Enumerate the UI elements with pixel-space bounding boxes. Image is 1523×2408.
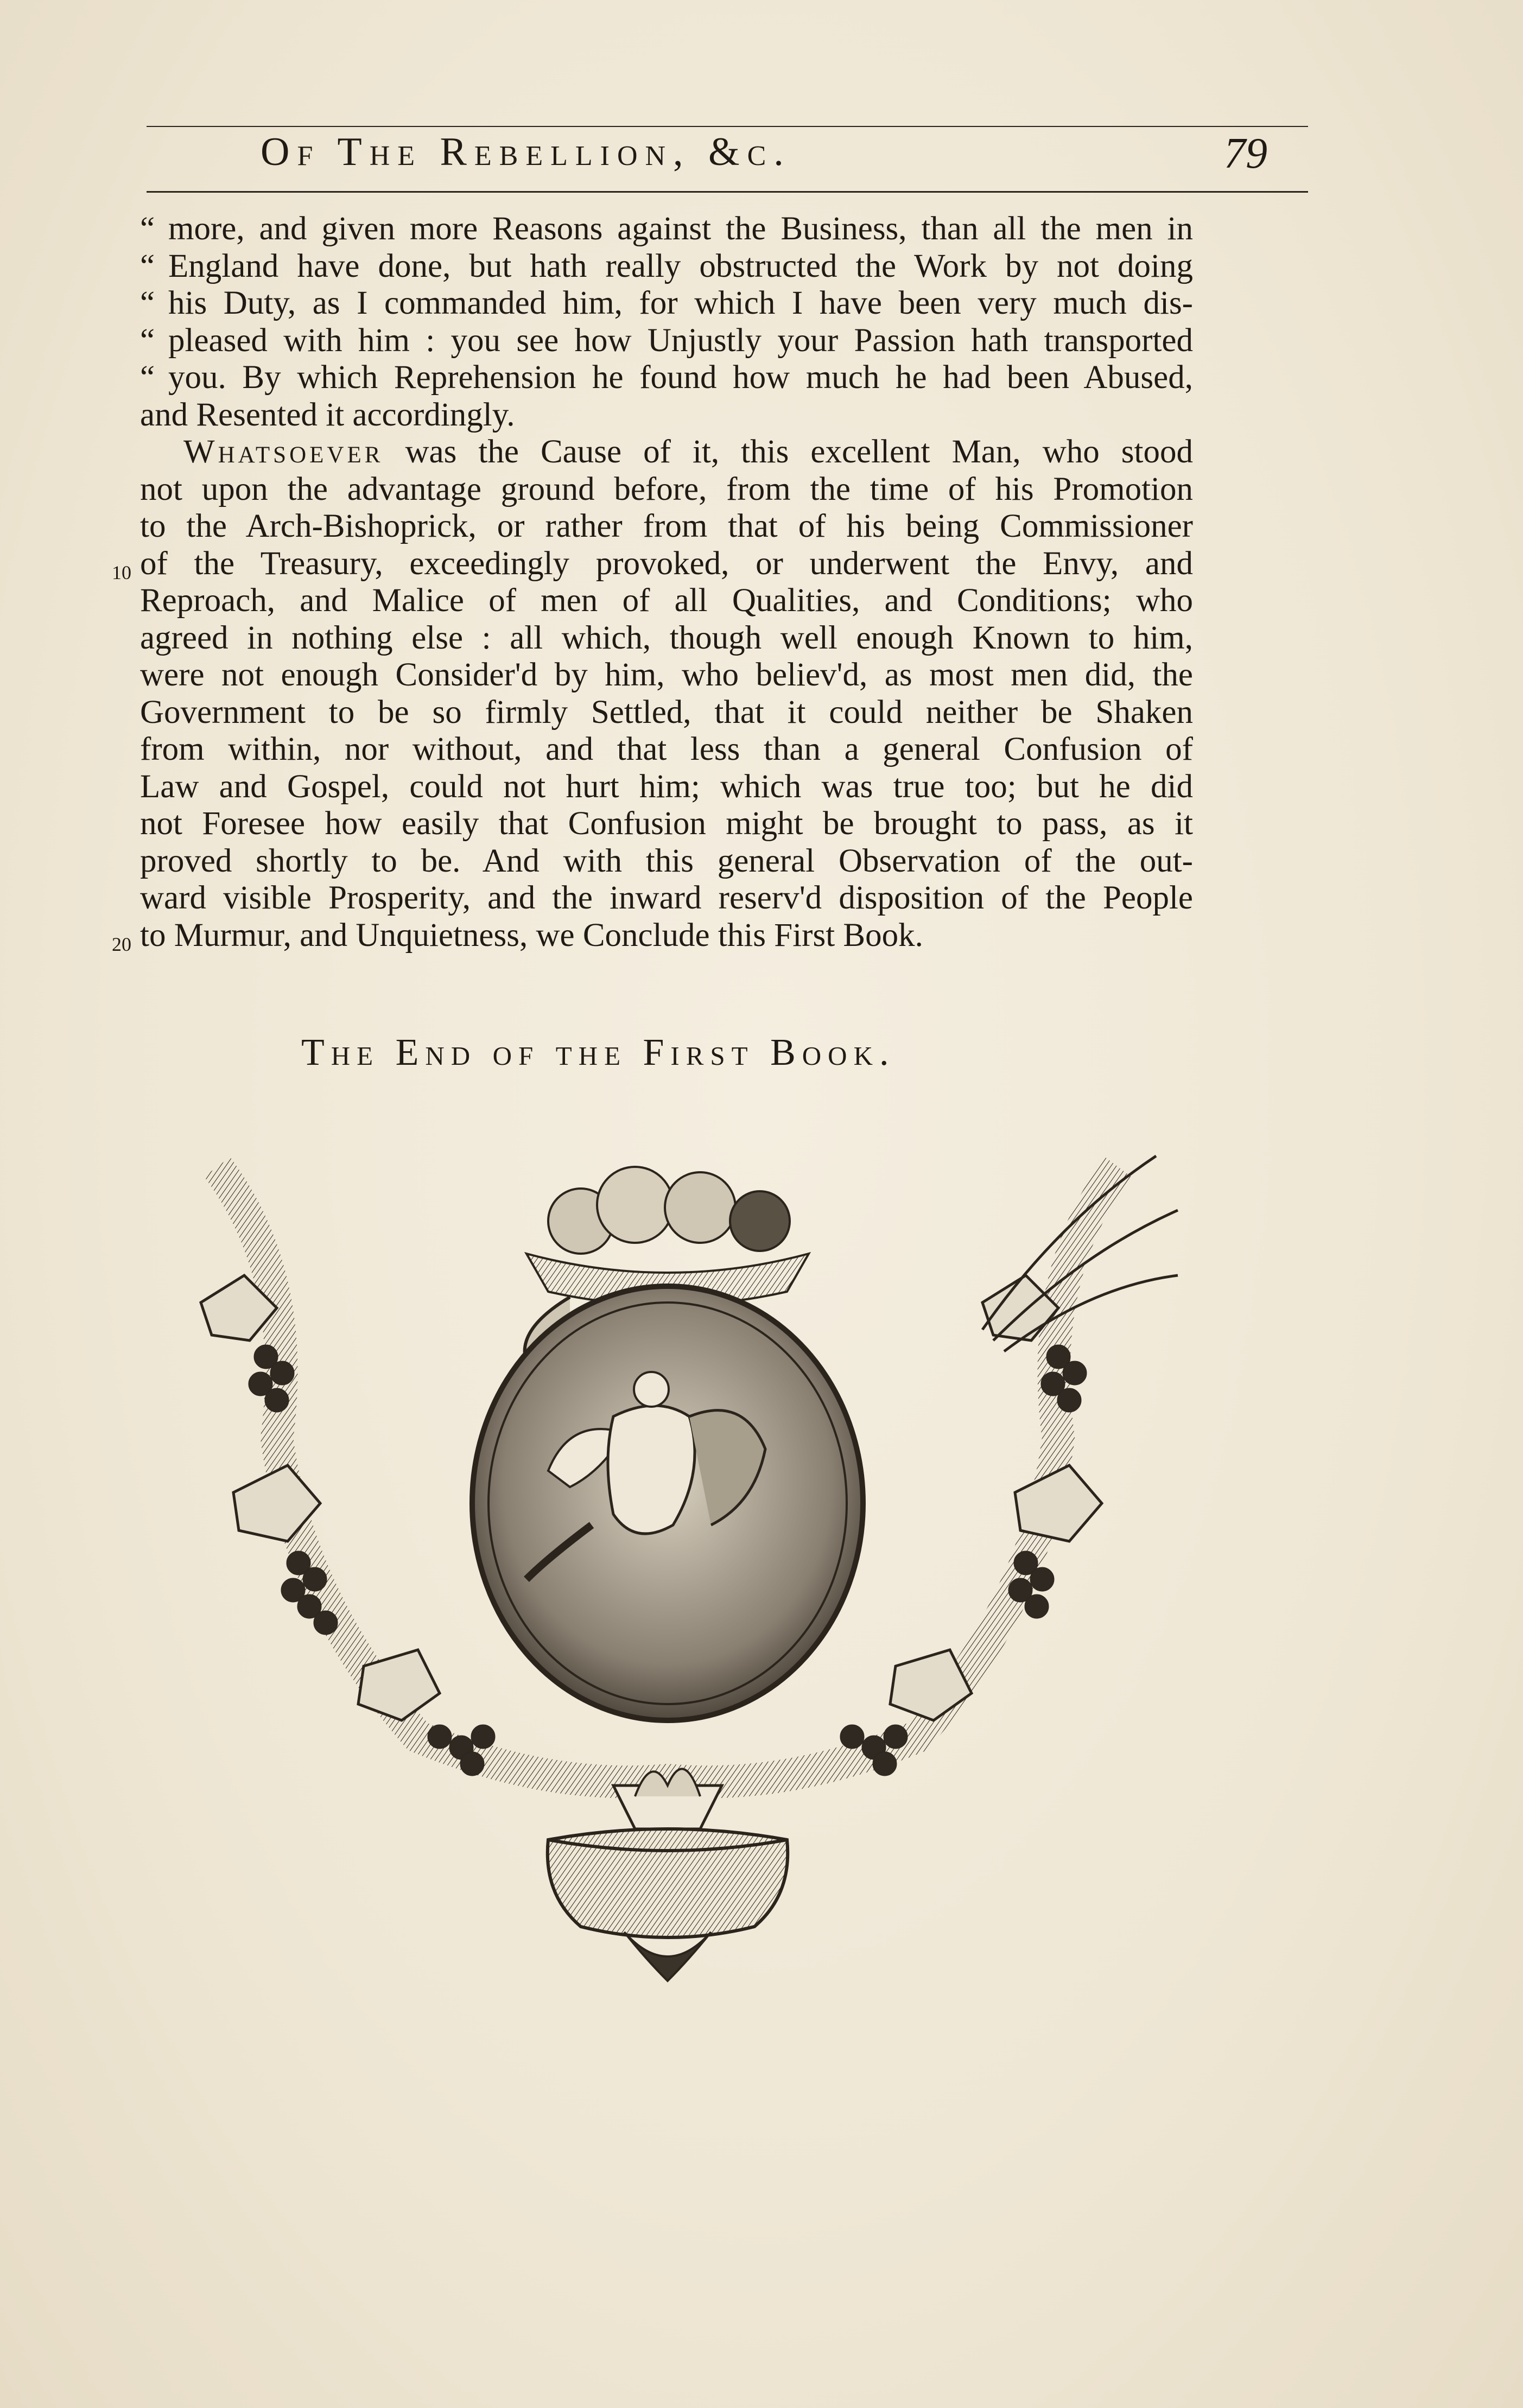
- text-line: [140, 434, 1193, 471]
- line-text: to the Arch-Bishoprick, or rather from that of his being Commissioner: [140, 508, 1193, 544]
- text-line: [112, 545, 1193, 583]
- quote-mark: “: [140, 247, 155, 284]
- line-text: and Resented it accordingly.: [140, 396, 515, 433]
- text-line: [140, 211, 1193, 248]
- line-text: were not enough Consider'd by him, who believ'd, as most men did, the: [140, 657, 1193, 693]
- header-top-rule: [147, 126, 1308, 127]
- text-line: [140, 322, 1193, 360]
- text-line: [112, 917, 1193, 955]
- engraved-tailpiece-ornament-icon: [136, 1113, 1200, 2030]
- text-line: [140, 359, 1193, 397]
- text-line: [140, 731, 1193, 768]
- line-text: not upon the advantage ground before, from the time of his Promotion: [140, 471, 1193, 507]
- line-text: England have done, but hath really obstructed the Work by not doing: [168, 247, 1193, 284]
- line-text: was the Cause of it, this excellent Man, who stood: [383, 434, 1193, 470]
- text-line: [140, 471, 1193, 509]
- line-text: from within, nor without, and that less than a general Confusion of: [140, 731, 1193, 767]
- line-text: to Murmur, and Unquietness, we Conclude this First Book.: [140, 917, 923, 954]
- line-text: more, and given more Reasons against the Business, than all the men in: [168, 211, 1193, 247]
- quote-mark: “: [140, 211, 155, 247]
- line-number: 10: [112, 561, 131, 583]
- line-number: 20: [112, 933, 131, 955]
- body-text: [112, 211, 1193, 955]
- line-text: Law and Gospel, could not hurt him; which was true too; but he did: [140, 768, 1193, 805]
- text-line: [140, 805, 1193, 843]
- medallion-scene: [472, 1286, 863, 1720]
- text-line: [140, 843, 1193, 880]
- quote-mark: “: [140, 322, 155, 359]
- text-line: [140, 582, 1193, 620]
- running-title: Of The Rebellion, &c.: [261, 130, 791, 174]
- text-line: [140, 248, 1193, 285]
- line-text: ward visible Prosperity, and the inward reserv'd disposition of the People: [140, 880, 1193, 916]
- line-text: pleased with him : you see how Unjustly your Passion hath transported: [168, 322, 1193, 359]
- line-text: proved shortly to be. And with this general Observation of the out-: [140, 842, 1193, 879]
- text-line: [140, 620, 1193, 657]
- text-line: [140, 880, 1193, 917]
- line-text: agreed in nothing else : all which, though well enough Known to him,: [140, 619, 1193, 656]
- text-line: [140, 657, 1193, 694]
- line-text: not Foresee how easily that Confusion might be brought to pass, as it: [140, 805, 1193, 842]
- line-text: Government to be so firmly Settled, that it could neither be Shaken: [140, 694, 1193, 730]
- end-of-book-heading: The End of the First Book.: [301, 1032, 896, 1073]
- text-line: [140, 694, 1193, 732]
- text-line: [140, 768, 1193, 806]
- quote-mark: “: [140, 359, 155, 396]
- quote-mark: “: [140, 285, 155, 321]
- line-text: of the Treasury, exceedingly provoked, or underwent the Envy, and: [140, 545, 1193, 582]
- page-number: 79: [1224, 130, 1267, 177]
- line-text: his Duty, as I commanded him, for which I have been very much dis-: [168, 285, 1193, 321]
- header-bottom-rule: [147, 191, 1308, 193]
- paragraph-lead-word: Whatsoever: [183, 434, 384, 470]
- text-line: [140, 285, 1193, 322]
- line-text: you. By which Reprehension he found how much he had been Abused,: [168, 359, 1193, 396]
- text-line: [140, 397, 1193, 434]
- text-line: [140, 508, 1193, 545]
- line-text: Reproach, and Malice of men of all Qualities, and Conditions; who: [140, 582, 1193, 619]
- brazier: [548, 1769, 788, 1981]
